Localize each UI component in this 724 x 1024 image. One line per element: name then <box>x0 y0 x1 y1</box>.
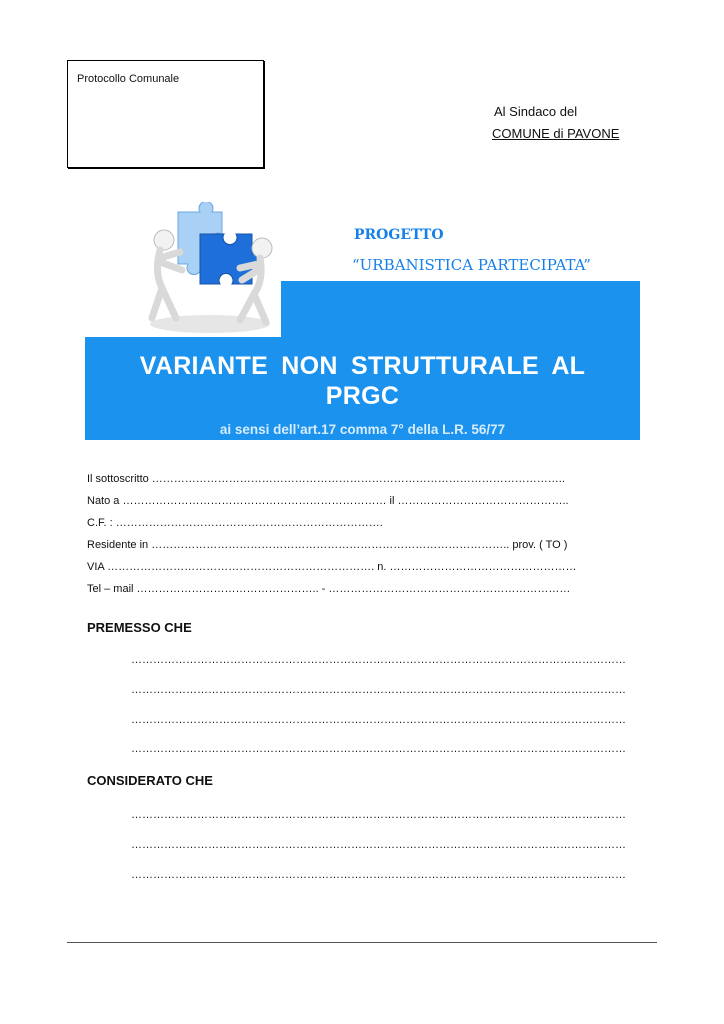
considerato-line[interactable]: ……………………………………………………………………………………………………………………… <box>131 809 626 821</box>
premesso-line[interactable]: ……………………………………………………………………………………………………………………… <box>131 684 626 696</box>
field-tel[interactable]: Tel – mail ………………………………………….. - ………………………………………………………… <box>87 583 571 595</box>
considerato-title: CONSIDERATO CHE <box>87 773 213 788</box>
premesso-line[interactable]: ……………………………………………………………………………………………………………………… <box>131 743 626 755</box>
considerato-line[interactable]: ……………………………………………………………………………………………………………………… <box>131 869 626 881</box>
protocol-box <box>67 60 264 168</box>
title-line2: PRGC <box>325 382 400 410</box>
addressee-line2: COMUNE di PAVONE <box>492 126 620 141</box>
addressee-line1: Al Sindaco del <box>494 104 578 119</box>
premesso-title: PREMESSO CHE <box>87 620 192 635</box>
project-line1: PROGETTO <box>354 227 444 243</box>
field-residente[interactable]: Residente in …………………………………………………………………………………….. prov. ( TO ) <box>87 539 568 551</box>
document-subtitle: ai sensi dell’art.17 comma 7° della L.R. 56/77 <box>219 422 506 437</box>
field-sottoscritto[interactable]: Il sottoscritto ………………………………………………………………………………………………….. <box>87 473 565 485</box>
field-nato[interactable]: Nato a ……………………………………………………………… il ……………………………………….. <box>87 495 569 507</box>
premesso-line[interactable]: ……………………………………………………………………………………………………………………… <box>131 714 626 726</box>
addressee <box>494 101 619 145</box>
banner-text <box>85 281 640 440</box>
document-title <box>85 351 640 411</box>
considerato-line[interactable]: ……………………………………………………………………………………………………………………… <box>131 839 626 851</box>
project-heading <box>352 220 591 280</box>
premesso-line[interactable]: ……………………………………………………………………………………………………………………… <box>131 654 626 666</box>
field-cf[interactable]: C.F. : ………………………………………………………………. <box>87 517 383 529</box>
personal-data-fields <box>87 468 647 600</box>
project-line2: “URBANISTICA PARTECIPATA” <box>352 256 591 274</box>
protocol-label: Protocollo Comunale <box>77 73 180 85</box>
title-line1: VARIANTE NON STRUTTURALE AL <box>139 352 586 380</box>
footer-divider <box>67 942 657 943</box>
field-via[interactable]: VIA ………………………………………………………………. n. …………………………………………… <box>87 561 577 573</box>
